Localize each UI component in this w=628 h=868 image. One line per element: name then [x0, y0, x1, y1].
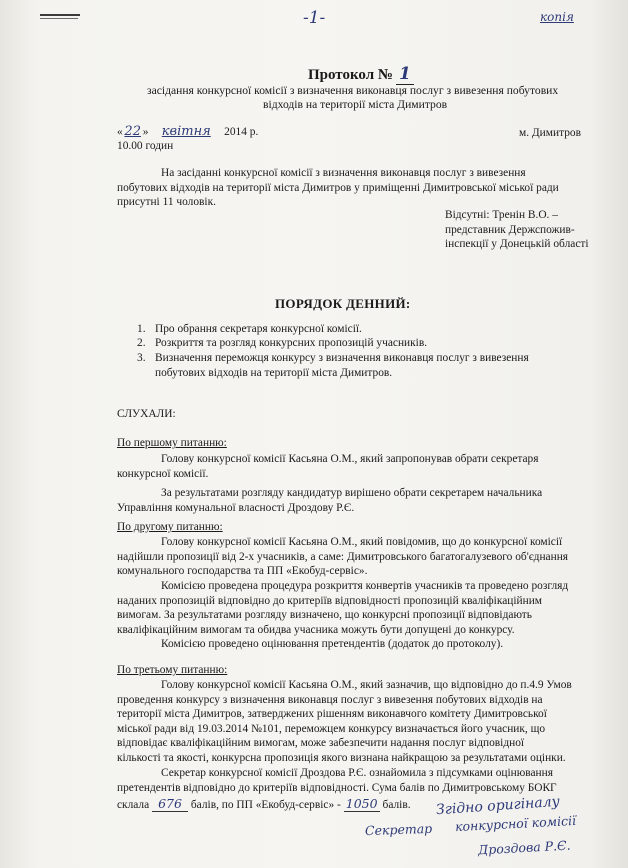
score-line — [117, 796, 411, 813]
paragraph-line: наданих пропозицій відповідно до критеріїв відповідності пропозицій кваліфікаційним — [117, 594, 543, 607]
signature: Дроздова Р.Є. — [477, 837, 571, 858]
page-number: -1- — [303, 8, 326, 28]
question-3-paragraph-1 — [117, 678, 587, 766]
paragraph-line: відповідає кваліфікаційним вимогам, може забезпечити надання послуг відповідної — [117, 737, 525, 750]
question-2-paragraph-3 — [117, 637, 587, 652]
paragraph-line: надійшли пропозиції від 2-х учасників, а саме: Димитровського багатогалузевого об'єднання — [117, 550, 569, 563]
meeting-city: м. Димитров — [519, 127, 581, 139]
copy-note: копія — [540, 10, 574, 24]
question-2-paragraph-2 — [117, 579, 587, 637]
binding-mark — [40, 14, 80, 16]
question-3-heading: По третьому питанню: — [117, 664, 228, 676]
protocol-number: 1 — [396, 64, 414, 85]
paragraph-line: Комісією проведена процедура розкриття конвертів учасників та проведено розгляд — [161, 580, 569, 592]
date-year: 2014 р. — [224, 126, 259, 138]
paragraph-line: проведення конкурсу з визначення виконавця послуг з вивезення побутових відходів на — [117, 693, 543, 706]
question-2-paragraph-1 — [117, 535, 587, 579]
paragraph-line: міської ради від 19.03.2014 №101, переможцем конкурсу визначається його учасник, що — [117, 722, 546, 735]
absent-block — [445, 208, 589, 252]
paragraph-line: Секретар конкурсної комісії Дроздова Р.Є. ознайомила з підсумками оцінювання — [161, 767, 553, 779]
paragraph-line: Комісією проведено оцінювання претендентів (додаток до протоколу). — [161, 638, 504, 650]
question-1-paragraph-1 — [117, 452, 587, 481]
paragraph-line: кількості та якості, конкурсна пропозиція якого визнана найкращою за результатами оцінки. — [117, 751, 566, 764]
question-1-paragraph-2 — [117, 486, 587, 515]
agenda-title: ПОРЯДОК ДЕННИЙ: — [275, 296, 411, 311]
score-bokg: 676 — [152, 796, 188, 812]
paragraph-line: претендентів відповідно до критеріїв відповідності. Сума балів по Димитровському БОКГ — [117, 781, 557, 794]
paragraph-line: Голову конкурсної комісії Касьяна О.М., який запропонував обрати секретаря — [161, 453, 539, 465]
intro-line: побутових відходів на території міста Димитров у приміщенні Димитровської міської ради — [117, 181, 559, 194]
meeting-date — [117, 124, 258, 140]
paragraph-line: Голову конкурсної комісії Касьяна О.М., який повідомив, що до конкурсної комісії — [161, 536, 563, 548]
question-2-heading: По другому питанню: — [117, 521, 223, 533]
heard-heading: СЛУХАЛИ: — [117, 408, 176, 420]
paragraph-line: За результатами розгляду кандидатур вирішено обрати секретарем начальника — [161, 487, 543, 499]
date-quote-open: « — [117, 126, 123, 138]
agenda-item-3-continuation: побутових відходів на території міста Димитров. — [155, 367, 393, 379]
agenda-item-number: 1. — [137, 323, 146, 335]
paragraph-line: кваліфікаційним вимогам та обидва учасника можуть бути допущені до конкурсу. — [117, 623, 515, 636]
certification-line-2a: Секретар — [364, 820, 433, 839]
paragraph-line: конкурсної комісії. — [117, 467, 209, 480]
absent-line: інспекції у Донецькій області — [445, 238, 589, 251]
intro-line: На засіданні конкурсної комісії з визначення виконавця послуг з вивезення — [161, 167, 526, 179]
absent-line: представник Держспожив- — [445, 223, 575, 236]
meeting-time: 10.00 годин — [117, 140, 174, 152]
certification-line-1: Згідно оригіналу — [435, 793, 561, 819]
protocol-title-prefix: Протокол № — [308, 67, 393, 83]
agenda-item-3 — [137, 351, 529, 366]
paragraph-line: комунального господарства та ПП «Екобуд-сервіс». — [117, 565, 368, 578]
date-month: квітня — [161, 124, 211, 139]
agenda-item-text: Про обрання секретаря конкурсної комісії. — [155, 323, 362, 335]
score-middle: балів, по ПП «Екобуд-сервіс» - — [190, 799, 341, 811]
protocol-title — [308, 64, 414, 85]
agenda-item-number: 3. — [137, 352, 146, 364]
question-1-heading: По першому питанню: — [117, 437, 227, 449]
agenda-item-text: Розкриття та розгляд конкурсних пропозицій учасників. — [155, 337, 428, 349]
binding-mark-secondary — [40, 18, 78, 19]
paragraph-line: вимогам. За результатами розгляду визначено, що конкурсні пропозиції відповідають — [117, 609, 532, 622]
agenda-item-number: 2. — [137, 337, 146, 349]
intro-line: присутні 11 чоловік. — [117, 196, 216, 209]
question-3-paragraph-2 — [117, 766, 587, 795]
date-quote-close: » — [142, 126, 149, 138]
paragraph-line: Голову конкурсної комісії Касьяна О.М., який зазначив, що відповідно до п.4.9 Умов — [161, 679, 572, 691]
date-day: 22 — [124, 124, 141, 139]
certification-line-2b: конкурсної комісії — [454, 812, 577, 835]
score-ekobud: 1050 — [344, 796, 380, 812]
absent-line: Відсутні: Тренін В.О. – — [445, 209, 558, 221]
paragraph-line: території міста Димитров, затверджених рішенням виконавчого комітету Димитровської — [117, 708, 547, 721]
score-prefix: склала — [117, 799, 150, 811]
agenda-item-text: Визначення переможця конкурсу з визначення виконавця послуг з вивезення — [155, 352, 529, 364]
protocol-subtitle-line-1: засідання конкурсної комісії з визначення виконавця послуг з вивезення побутових — [147, 84, 559, 97]
agenda-item-2 — [137, 336, 427, 351]
protocol-subtitle-line-2: відходів на території міста Димитров — [263, 98, 448, 111]
intro-paragraph — [117, 166, 587, 210]
score-suffix: балів. — [382, 799, 411, 811]
agenda-item-1 — [137, 322, 362, 337]
paragraph-line: Управління комунальної власності Дроздову Р.Є. — [117, 501, 355, 514]
